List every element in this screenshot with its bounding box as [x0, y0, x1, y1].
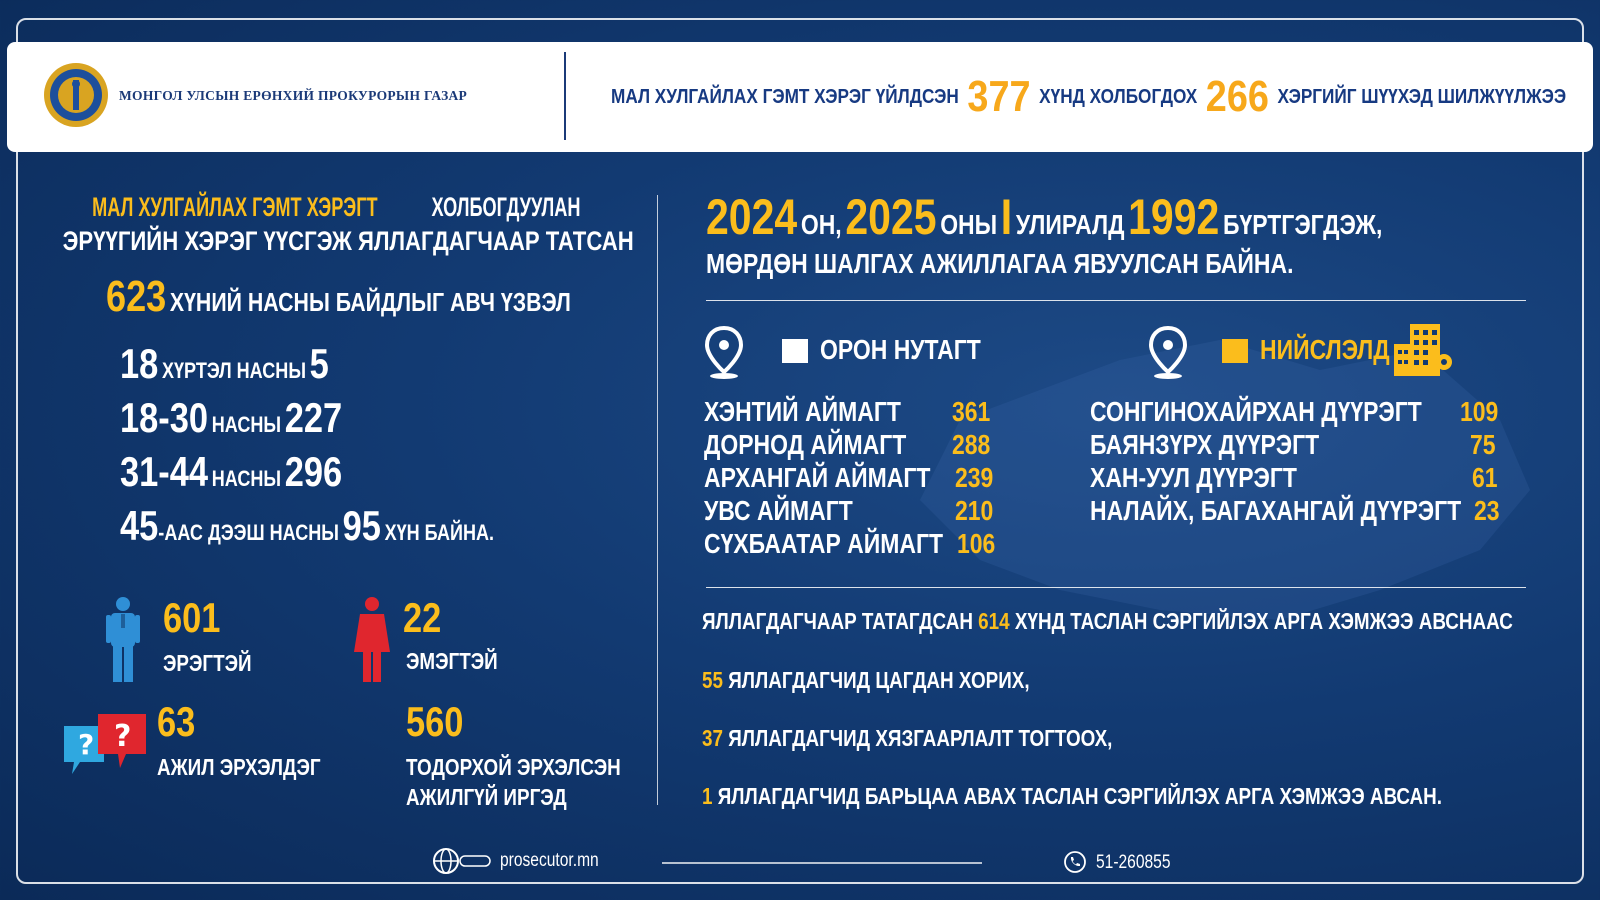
female-label: ЭМЭГТЭЙ: [406, 648, 498, 674]
total-age-summary: [106, 272, 673, 322]
year-2024: 2024: [706, 189, 798, 245]
phone-icon: [1064, 851, 1086, 873]
registered-text: БҮРТГЭГДЭЖ,: [1222, 209, 1383, 240]
age-4-count: 95: [342, 502, 381, 549]
male-label: ЭРЭГТЭЙ: [163, 650, 252, 676]
org-name: МОНГОЛ УЛСЫН ЕРӨНХИЙ ПРОКУРОРЫН ГАЗАР: [119, 88, 468, 103]
right-title-line-1: [706, 188, 1531, 246]
right-title-line-2: МӨРДӨН ШАЛГАХ АЖИЛЛАГАА ЯВУУЛСАН БАЙНА.: [706, 248, 1294, 279]
measures-total-number: 614: [978, 608, 1010, 634]
age-3-label: НАСНЫ: [211, 466, 282, 491]
header-bar: [7, 42, 1593, 152]
unemployed-label-1: ТОДОРХОЙ ЭРХЭЛСЭН: [406, 754, 621, 780]
age-1-range: 18: [120, 340, 159, 387]
left-title-rest: ХОЛБОГДУУЛАН: [431, 192, 581, 222]
registered-count: 1992: [1128, 189, 1220, 245]
measure-2-text: ЯЛЛАГДАГЧИД ХЯЗГААРЛАЛТ ТОГТООХ,: [728, 725, 1113, 751]
age-row-1: [120, 340, 375, 388]
question-bubbles-icon: [62, 712, 150, 782]
total-text: ХҮНИЙ НАСНЫ БАЙДЛЫГ АВЧ ҮЗВЭЛ: [169, 287, 571, 317]
measure-row-3: [702, 783, 1600, 810]
svg-text:?: ?: [78, 728, 95, 761]
location-pin-icon-city: [1148, 326, 1188, 380]
measure-1-number: 55: [702, 667, 723, 693]
city-buildings-icon: [1394, 322, 1456, 378]
city-legend-swatch: [1222, 339, 1248, 363]
column-divider: [657, 195, 658, 805]
left-title-line-1: [0, 190, 657, 224]
rural-row-3-name: АРХАНГАЙ АЙМАГТ: [704, 462, 931, 493]
employed-count: 63: [157, 698, 196, 745]
prosecutor-seal-icon: [43, 62, 109, 128]
measure-1-text: ЯЛЛАГДАГЧИД ЦАГДАН ХОРИХ,: [728, 667, 1030, 693]
year-text-1: ОН,: [800, 209, 842, 240]
headline-number-377: 377: [967, 72, 1031, 121]
measures-intro-text-1: ЯЛЛАГДАГЧААР ТАТАГДСАН: [702, 608, 973, 634]
age-2-count: 227: [284, 394, 343, 441]
age-3-count: 296: [284, 448, 343, 495]
rural-legend-label: ОРОН НУТАГТ: [820, 334, 981, 365]
headline-number-266: 266: [1205, 72, 1269, 121]
measure-row-2: [702, 725, 1202, 752]
age-row-4: [120, 502, 576, 550]
city-row-1-name: СОНГИНОХАЙРХАН ДҮҮРЭГТ: [1090, 396, 1422, 427]
rural-legend-swatch: [782, 339, 808, 363]
measure-3-text: ЯЛЛАГДАГЧИД БАРЬЦАА АВАХ ТАСЛАН СЭРГИЙЛЭХ АРГА ХЭМЖЭЭ АВСАН.: [717, 783, 1443, 809]
employed-label: АЖИЛ ЭРХЭЛДЭГ: [157, 754, 321, 780]
age-1-count: 5: [309, 340, 329, 387]
measures-intro: [702, 608, 1600, 635]
city-row-2-name: БАЯНЗҮРХ ДҮҮРЭГТ: [1090, 429, 1320, 460]
measures-intro-text-2: ХҮНД ТАСЛАН СЭРГИЙЛЭХ АРГА ХЭМЖЭЭ АВСНААС: [1014, 608, 1513, 634]
header-divider: [564, 52, 566, 140]
measure-2-number: 37: [702, 725, 723, 751]
rural-row-2-value: 288: [952, 429, 991, 460]
rural-row-5-name: СҮХБААТАР АЙМАГТ: [704, 528, 944, 559]
web-globe-icon: [432, 846, 492, 876]
city-row-4-name: НАЛАЙХ, БАГАХАНГАЙ ДҮҮРЭГТ: [1090, 495, 1462, 526]
headline-text-1: МАЛ ХУЛГАЙЛАХ ГЭМТ ХЭРЭГ ҮЙЛДСЭН: [611, 85, 959, 108]
age-4-label: -ААС ДЭЭШ НАСНЫ: [158, 520, 339, 545]
phone-number[interactable]: 51-260855: [1096, 852, 1171, 873]
website-link[interactable]: prosecutor.mn: [500, 850, 599, 871]
rural-row-3-value: 239: [955, 462, 994, 493]
left-title-highlight: МАЛ ХУЛГАЙЛАХ ГЭМТ ХЭРЭГТ: [91, 192, 378, 222]
svg-text:?: ?: [114, 719, 132, 754]
age-4-range: 45: [120, 502, 159, 549]
quarter-number: I: [1000, 189, 1013, 245]
headline: [611, 70, 1567, 124]
year-text-2: ОНЫ: [940, 209, 998, 240]
left-title-line-2-text: ЭРҮҮГИЙН ХЭРЭГ ҮҮСГЭЖ ЯЛЛАГДАГЧААР ТАТСАН: [62, 226, 634, 256]
rural-row-2-name: ДОРНОД АЙМАГТ: [704, 429, 907, 460]
rural-row-4-value: 210: [955, 495, 994, 526]
male-person-icon: [106, 596, 140, 682]
rural-row-4-name: УВС АЙМАГТ: [704, 495, 853, 526]
headline-text-3: ХЭРГИЙГ ШҮҮХЭД ШИЛЖҮҮЛЖЭЭ: [1277, 85, 1567, 108]
footer-divider: [662, 862, 982, 864]
city-legend-label: НИЙСЛЭЛД: [1260, 334, 1390, 365]
female-person-icon: [352, 596, 392, 682]
city-row-3-name: ХАН-УУЛ ДҮҮРЭГТ: [1090, 462, 1297, 493]
right-divider-top: [706, 300, 1526, 301]
age-4-suffix: ХҮН БАЙНА.: [384, 520, 495, 545]
city-row-3-value: 61: [1472, 462, 1498, 493]
location-pin-icon-rural: [704, 326, 744, 380]
headline-text-2: ХҮНД ХОЛБОГДОХ: [1039, 85, 1198, 108]
rural-row-1-name: ХЭНТИЙ АЙМАГТ: [704, 396, 901, 427]
total-number: 623: [106, 272, 167, 321]
rural-row-1-value: 361: [952, 396, 991, 427]
age-row-3: [120, 448, 391, 496]
age-2-range: 18-30: [120, 394, 209, 441]
age-row-2: [120, 394, 391, 442]
left-title-line-2: [0, 224, 657, 258]
right-divider-bottom: [706, 587, 1526, 588]
rural-row-5-value: 106: [957, 528, 996, 559]
unemployed-count: 560: [406, 698, 464, 745]
age-1-label: ХҮРТЭЛ НАСНЫ: [161, 358, 306, 383]
city-row-2-value: 75: [1470, 429, 1496, 460]
city-row-4-value: 23: [1474, 495, 1500, 526]
age-2-label: НАСНЫ: [211, 412, 282, 437]
city-row-1-value: 109: [1460, 396, 1499, 427]
quarter-text: УЛИРАЛД: [1015, 209, 1125, 240]
measure-3-number: 1: [702, 783, 713, 809]
year-2025: 2025: [845, 189, 937, 245]
male-count: 601: [163, 594, 221, 641]
measure-row-1: [702, 667, 1101, 694]
unemployed-label-2: АЖИЛГҮЙ ИРГЭД: [406, 784, 567, 810]
female-count: 22: [403, 594, 442, 641]
age-3-range: 31-44: [120, 448, 209, 495]
